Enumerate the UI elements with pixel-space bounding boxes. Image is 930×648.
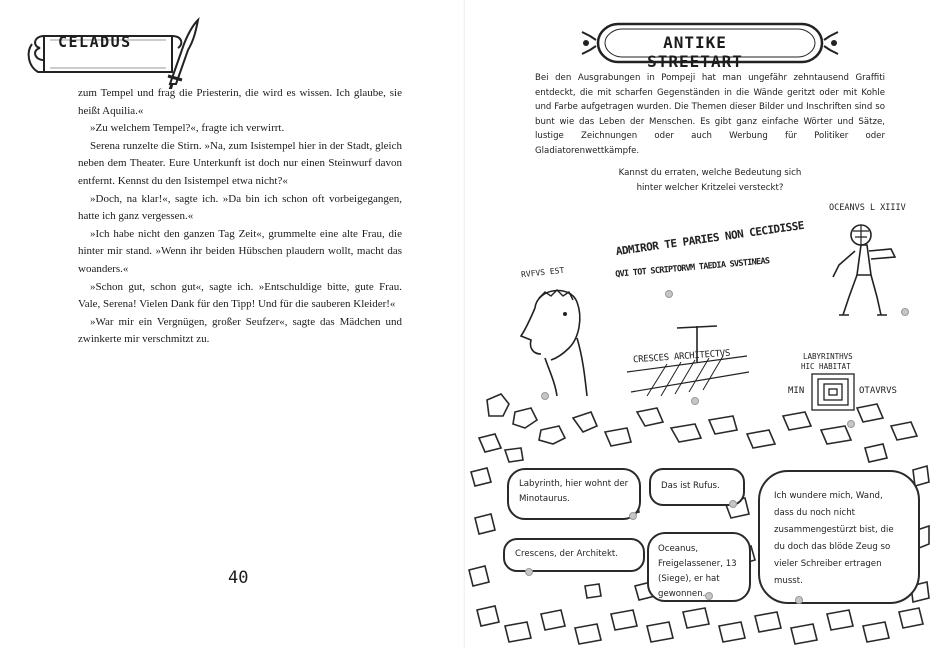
rufus-portrait-drawing-icon [515, 278, 595, 398]
marker-dot [629, 512, 637, 520]
page-banner-title: ANTIKE STREETART [647, 33, 743, 71]
story-paragraph: »Doch, na klar!«, sagte ich. »Da bin ich schon oft vorbeigegangen, hatte ich ganz vergessen.« [78, 192, 402, 223]
story-paragraph: »Zu welchem Tempel?«, fragte ich verwirrt. [90, 122, 285, 135]
story-paragraph: zum Tempel und frag die Priesterin, die wird es wissen. Ich glaube, sie heißt Aquilia.« [78, 87, 402, 117]
intro-text: Bei den Ausgrabungen in Pompeji hat man ungefähr zehntausend Graffiti entdeckt, die mit scharfen Gegenständen in die Wände geritzt oder mit Kohle und Farbe aufgetragen wurden. Die Themen dieser Bilder und Inschriften sind so bunt wie das Leben der Menschen. Es gibt ganz einfache Wörter und Sätze, lustige Zeichnungen oder auch Werbung für Politiker oder Gladiatorenwettkämpfe. [535, 73, 885, 156]
bubble-oceanus-text: Oceanus, Freigelassener, 13 (Siege), er hat gewonnen. [658, 544, 737, 599]
marker-dot [665, 290, 673, 298]
bubble-wall-text: Ich wundere mich, Wand, dass du noch nicht zusammengestürzt bist, die du doch das blöde Zeug so vieler Schreiber ertragen musst. [774, 491, 894, 586]
story-paragraph: Serena runzelte die Stirn. »Na, zum Isistempel hier in der Stadt, gleich neben dem Theater. Eure Unterkunft ist doch nur einen Steinwurf davon entfernt. Kennst du den Isistempel etwa nicht?« [78, 139, 402, 187]
bubble-wall [758, 470, 920, 604]
wall-inscription-line-2: QVI TOT SCRIPTORVM TAEDIA SVSTINEAS [614, 256, 770, 280]
labyrinth-inscription-line-2: HIC HABITAT [801, 362, 851, 371]
wall-inscription-line-1: ADMIROR TE PARIES NON CECIDISSE [615, 218, 805, 259]
chapter-banner-title: CELADUS [58, 33, 132, 51]
right-page [465, 0, 930, 648]
portrait-name: RVFVS EST [520, 265, 565, 280]
bubble-crescens [503, 538, 645, 572]
page-number: 40 [228, 568, 249, 588]
marker-dot [901, 308, 909, 316]
marker-dot [525, 568, 533, 576]
labyrinth-word-right: OTAVRVS [859, 386, 897, 396]
bubble-rufus-text: Das ist Rufus. [661, 481, 720, 491]
story-text [78, 85, 402, 349]
marker-dot [729, 500, 737, 508]
bubble-labyrinth-text: Labyrinth, hier wohnt der Minotaurus. [519, 479, 629, 504]
story-paragraph: »Schon gut, schon gut«, sagte ich. »Entschuldige bitte, gute Frau. Vale, Serena! Vielen Dank für den Tipp! Und für die sauberen Kleider!« [78, 280, 402, 311]
marker-dot [795, 596, 803, 604]
bubble-oceanus [647, 532, 751, 602]
architect-inscription: CRESCES ARCHITECTVS [632, 348, 731, 366]
marker-dot [705, 592, 713, 600]
gladiator-drawing-icon [821, 215, 911, 325]
story-paragraph: »Ich habe nicht den ganzen Tag Zeit«, grummelte eine alte Frau, die hinter mir stand. »Wenn ihr beiden Hübschen plaudern wollt, macht das woanders.« [78, 227, 402, 275]
labyrinth-inscription-line-1: LABYRINTHVS [803, 352, 853, 361]
labyrinth-word-left: MIN [788, 386, 805, 396]
question-text: Kannst du erraten, welche Bedeutung sich hinter welcher Kritzelei versteckt? [618, 168, 802, 193]
scroll-banner-celadus [22, 14, 207, 89]
gladiator-inscription: OCEANVS L XIIIV [829, 203, 906, 213]
story-paragraph: »War mir ein Vergnügen, großer Seufzer«, sagte das Mädchen und zwinkerte mir verschmitzt zu. [78, 315, 402, 346]
bubble-labyrinth [507, 468, 641, 520]
bubble-crescens-text: Crescens, der Architekt. [515, 549, 619, 559]
